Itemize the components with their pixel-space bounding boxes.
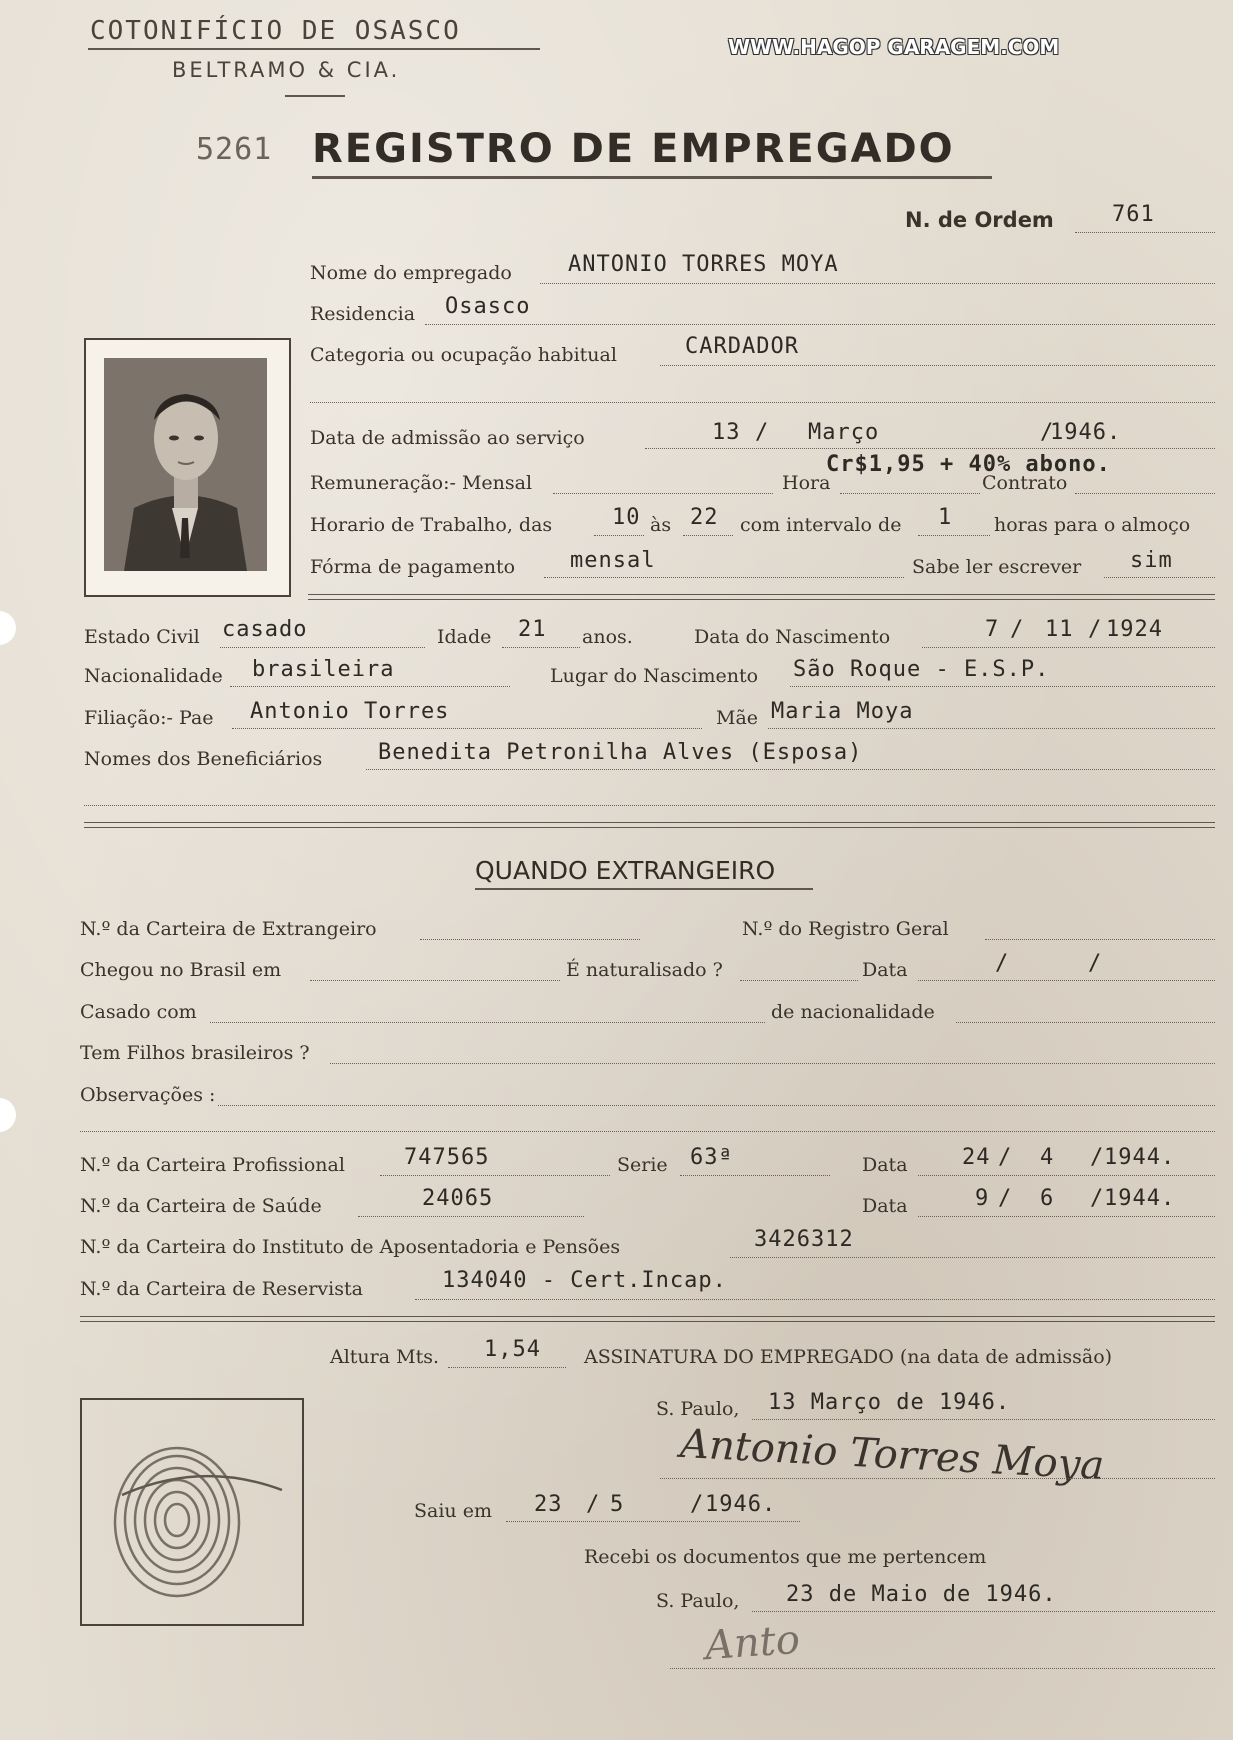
altura-value: 1,54 <box>484 1337 541 1362</box>
pai-value: Antonio Torres <box>250 699 450 724</box>
ordem-value: 761 <box>1112 202 1155 227</box>
prof-dia: 24 <box>962 1145 991 1170</box>
almoco-label: horas para o almoço <box>994 514 1191 536</box>
saude-data-label: Data <box>862 1195 908 1217</box>
saude-dia: 9 <box>975 1186 990 1211</box>
admissao-ano: 1946. <box>1050 420 1122 445</box>
intervalo-label: com intervalo de <box>740 514 902 536</box>
carteira-saude-value: 24065 <box>422 1186 494 1211</box>
contrato-label: Contrato <box>982 472 1068 494</box>
horario-as: 22 <box>690 505 719 530</box>
horario-das: 10 <box>612 505 641 530</box>
fingerprint-box <box>80 1398 304 1626</box>
nacionalidade-value: brasileira <box>252 657 395 682</box>
saude-mes: 6 <box>1040 1186 1055 1211</box>
carteira-extrangeiro-label: N.º da Carteira de Extrangeiro <box>80 918 377 940</box>
sp-data-2: 23 de Maio de 1946. <box>786 1582 1057 1607</box>
estado-civil-value: casado <box>222 617 308 642</box>
carteira-saude-label: N.º da Carteira de Saúde <box>80 1195 322 1217</box>
remuneracao-label: Remuneração:- Mensal <box>310 472 533 494</box>
idade-label: Idade <box>437 626 492 648</box>
prof-ano: 1944. <box>1104 1145 1176 1170</box>
profissional-data-label: Data <box>862 1154 908 1176</box>
extrangeiro-data-label: Data <box>862 959 908 981</box>
remuneracao-value: Cr$1,95 + 40% abono. <box>826 452 1111 477</box>
doc-number: 5261 <box>196 132 273 167</box>
ordem-label: N. de Ordem <box>905 208 1054 232</box>
serie-value: 63ª <box>690 1145 733 1170</box>
sp-label-2: S. Paulo, <box>656 1590 740 1612</box>
nasc-mes: 11 <box>1045 617 1074 642</box>
serie-label: Serie <box>617 1154 668 1176</box>
reservista-value: 134040 - Cert.Incap. <box>442 1268 727 1293</box>
horario-label: Horario de Trabalho, das <box>310 514 553 536</box>
pai-label: Filiação:- Pae <box>84 707 214 729</box>
sp-label-1: S. Paulo, <box>656 1398 740 1420</box>
title-underline <box>312 176 992 179</box>
mae-value: Maria Moya <box>771 699 914 724</box>
filhos-label: Tem Filhos brasileiros ? <box>80 1042 310 1064</box>
mae-label: Mãe <box>716 707 759 729</box>
nasc-ano: 1924 <box>1106 617 1163 642</box>
registro-geral-label: N.º do Registro Geral <box>742 918 949 940</box>
sabe-ler-value: sim <box>1130 548 1173 573</box>
sp-data-1: 13 Março de 1946. <box>768 1390 1011 1415</box>
nome-label: Nome do empregado <box>310 262 512 284</box>
saiu-ano: 1946. <box>705 1492 777 1517</box>
casado-com-label: Casado com <box>80 1001 197 1023</box>
nasc-dia: 7 <box>985 617 1000 642</box>
as-label: às <box>650 514 672 536</box>
saude-ano: 1944. <box>1104 1186 1176 1211</box>
beneficiarios-label: Nomes dos Beneficiários <box>84 748 323 770</box>
reservista-label: N.º da Carteira de Reservista <box>80 1278 363 1300</box>
sabe-ler-label: Sabe ler escrever <box>912 556 1082 578</box>
anos-label: anos. <box>582 626 633 648</box>
beneficiarios-value: Benedita Petronilha Alves (Esposa) <box>378 740 863 765</box>
residencia-value: Osasco <box>445 294 531 319</box>
altura-label: Altura Mts. <box>330 1346 439 1368</box>
chegou-label: Chegou no Brasil em <box>80 959 282 981</box>
employee-signature: Antonio Torres Moya <box>679 1420 1106 1490</box>
assinatura-label: ASSINATURA DO EMPREGADO (na data de admissão) <box>584 1346 1113 1368</box>
de-nacionalidade-label: de nacionalidade <box>771 1001 935 1023</box>
admissao-label: Data de admissão ao serviço <box>310 427 585 449</box>
saiu-label: Saiu em <box>414 1500 492 1522</box>
categoria-value: CARDADOR <box>685 334 799 359</box>
lugar-label: Lugar do Nascimento <box>550 665 759 687</box>
carteira-profissional-value: 747565 <box>404 1145 490 1170</box>
admissao-mes: Março <box>808 420 880 445</box>
document-page: COTONIFÍCIO DE OSASCO BELTRAMO & CIA. WWW.HAGOP GARAGEM.COM 5261 REGISTRO DE EMPREGADO N. de Ordem 761 Nome do empregado ANTONIO TORRES MOYA Residencia Osasco Categoria ou ocupação habitual CARDADOR Data de admissão ao serviço 13 / Março / 1946. Cr$1,95 + 40% abono. Remuneração:- Mensal Hora Contrato Horario de Trabalho, das 10 às 22 com intervalo de 1 horas para o almoço Fórma de pagamento mensal Sabe ler escrever sim Estado Civil casado Idade 21 anos. Data do Nascimento 7 / 11 / 1924 Nacionalidade brasileira Lugar do Nascimento São Roque - E.S.P. Filiação:- Pae Antonio Torres Mãe Maria Moya Nomes dos Beneficiários Benedita Petronilha Alves (Esposa) QUANDO EXTRANGEIRO N.º da Carteira de Extrangeiro N.º do Registro Geral Chegou no Brasil em É naturalisado ? Data / / Casado com de nacionalidade Tem Filhos brasileiros ? Observações : N.º da Carteira Profissional 747565 Serie 63ª Data 24 / 4 / 1944. N.º da Carteira de Saúde 24065 Data 9 / 6 / 1944. N.º da Carteira do Instituto de Aposentadoria e Pensões 3426312 N.º da Carteira de Reservista 134040 - Cert.Incap. Altura Mts. 1,54 ASSINATURA DO EMPREGADO (na data de admissão) S. Paulo, 13 Março de 1946. Antonio Torres Moya Saiu em 23 / 5 / 1946. Recebi os documentos que me pertencem S. Paulo, 23 de Maio de 1946. Anto <box>0 0 1233 1740</box>
prof-mes: 4 <box>1040 1145 1055 1170</box>
admissao-dia: 13 <box>712 420 741 445</box>
categoria-label: Categoria ou ocupação habitual <box>310 344 617 366</box>
saiu-mes: 5 <box>610 1492 625 1517</box>
website-watermark: WWW.HAGOP GARAGEM.COM <box>728 35 1060 59</box>
observacoes-label: Observações : <box>80 1084 216 1106</box>
company-subtitle: BELTRAMO & CIA. <box>172 58 401 82</box>
carteira-profissional-label: N.º da Carteira Profissional <box>80 1154 345 1176</box>
punch-hole-bottom <box>0 1098 16 1132</box>
instituto-label: N.º da Carteira do Instituto de Aposentadoria e Pensões <box>80 1236 621 1258</box>
recebi-label: Recebi os documentos que me pertencem <box>584 1546 987 1568</box>
intervalo-value: 1 <box>938 505 953 530</box>
extrangeiro-heading: QUANDO EXTRANGEIRO <box>475 856 776 885</box>
second-signature: Anto <box>703 1616 802 1670</box>
nome-value: ANTONIO TORRES MOYA <box>568 252 839 277</box>
fingerprint-image <box>82 1400 302 1624</box>
punch-hole-top <box>0 611 16 645</box>
pagamento-label: Fórma de pagamento <box>310 556 516 578</box>
lugar-value: São Roque - E.S.P. <box>793 657 1050 682</box>
saiu-dia: 23 <box>534 1492 563 1517</box>
estado-civil-label: Estado Civil <box>84 626 200 648</box>
employee-photo <box>84 338 291 597</box>
portrait-image <box>104 358 267 571</box>
company-underline <box>88 48 540 50</box>
naturalisado-label: É naturalisado ? <box>566 959 723 981</box>
subtitle-underline <box>285 95 345 97</box>
idade-value: 21 <box>518 617 547 642</box>
nacionalidade-label: Nacionalidade <box>84 665 223 687</box>
nascimento-label: Data do Nascimento <box>694 626 891 648</box>
residencia-label: Residencia <box>310 303 416 325</box>
hora-label: Hora <box>782 472 831 494</box>
pagamento-value: mensal <box>570 548 656 573</box>
company-name: COTONIFÍCIO DE OSASCO <box>90 16 461 46</box>
instituto-value: 3426312 <box>754 1227 854 1252</box>
page-title: REGISTRO DE EMPREGADO <box>312 126 955 172</box>
